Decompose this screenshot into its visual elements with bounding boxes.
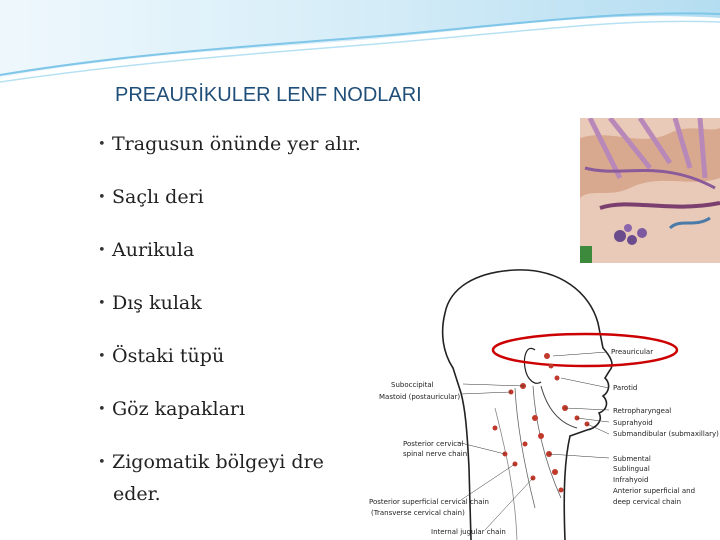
label-suboccipital: Suboccipital (391, 381, 434, 389)
label-suprahyoid: Suprahyoid (613, 419, 653, 427)
bullet-item: • Göz kapakları (98, 383, 388, 436)
label-submental: Submental (613, 455, 651, 463)
bullet-item: • Tragusun önünde yer alır. (98, 118, 388, 171)
slide-title: PREAURİKULER LENF NODLARI (115, 84, 422, 106)
anatomy-photo (580, 118, 720, 263)
label-internal-jugular: Internal jugular chain (431, 528, 506, 536)
bullet-item: • Zigomatik bölgeyi dre (98, 436, 388, 489)
label-preauricular: Preauricular (611, 348, 654, 356)
label-infrahyoid: Infrahyoid (613, 476, 649, 484)
label-mastoid: Mastoid (postauricular) (379, 393, 461, 401)
label-transverse-cervical: (Transverse cervical chain) (371, 509, 465, 517)
label-anterior-cervical: Anterior superficial and (613, 487, 696, 495)
label-deep-cervical: deep cervical chain (613, 498, 682, 506)
bullet-item: • Aurikula (98, 224, 388, 277)
top-wave-decoration (0, 0, 720, 90)
bullet-continuation: eder. (113, 483, 161, 505)
label-spinal-nerve-chain: spinal nerve chain (403, 450, 468, 458)
bullet-item: • Saçlı deri (98, 171, 388, 224)
bullet-list (98, 118, 388, 489)
label-posterior-superficial: Posterior superficial cervical chain (369, 498, 489, 506)
label-parotid: Parotid (613, 384, 638, 392)
lymph-node-diagram (365, 268, 720, 540)
label-retropharyngeal: Retropharyngeal (613, 407, 672, 415)
bullet-item: • Dış kulak (98, 277, 388, 330)
label-posterior-cervical: Posterior cervical (403, 440, 464, 448)
label-sublingual: Sublingual (613, 465, 650, 473)
bullet-item: • Östaki tüpü (98, 330, 388, 383)
label-submandibular: Submandibular (submaxillary) (613, 430, 719, 438)
